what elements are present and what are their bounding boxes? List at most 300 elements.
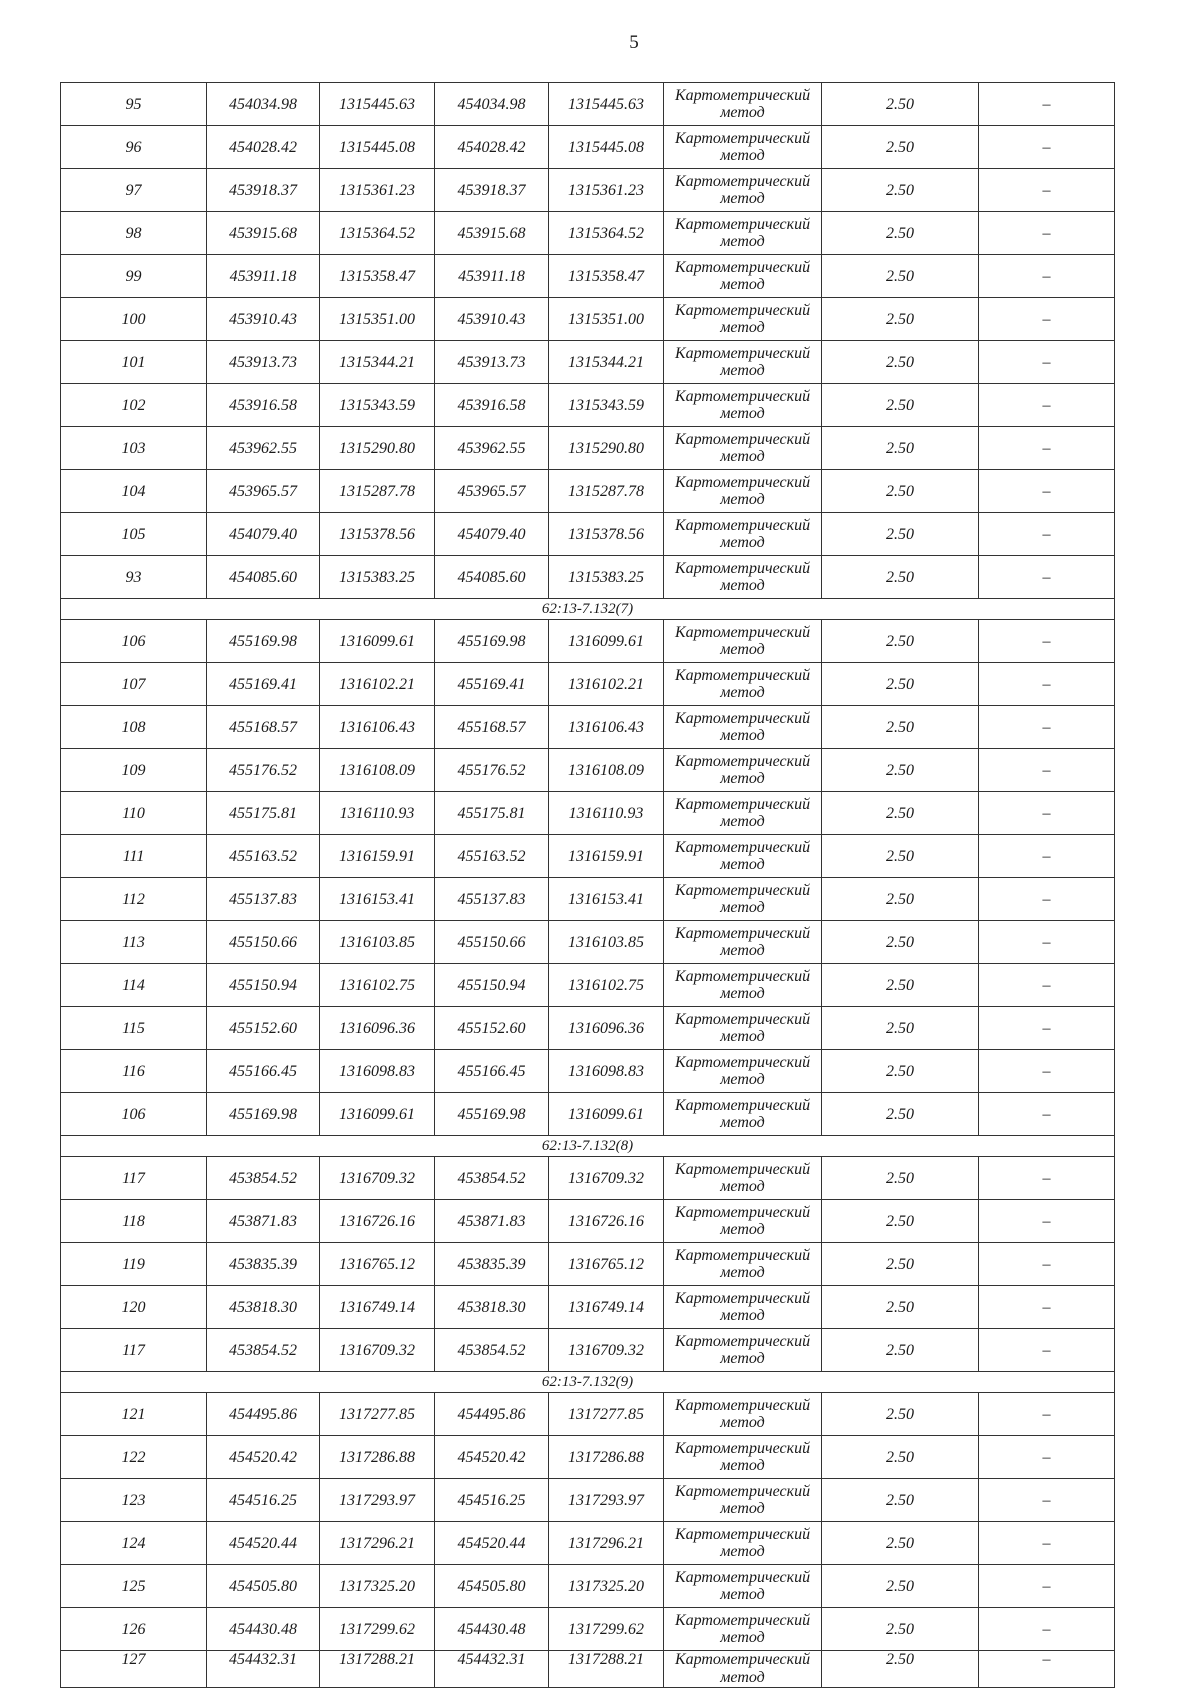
x-coordinate-new-cell: 454085.60	[435, 556, 549, 599]
table-row	[61, 1050, 1115, 1093]
point-number-cell: 105	[61, 513, 207, 556]
note-cell: –	[979, 706, 1115, 749]
accuracy-cell: 2.50	[822, 1522, 979, 1565]
y-coordinate-cell: 1317293.97	[320, 1479, 435, 1522]
y-coordinate-new-cell: 1315287.78	[549, 470, 664, 513]
x-coordinate-new-cell: 455175.81	[435, 792, 549, 835]
section-heading: 62:13-7.132(8)	[61, 1136, 1115, 1157]
note-cell: –	[979, 1200, 1115, 1243]
table-row	[61, 83, 1115, 126]
accuracy-cell: 2.50	[822, 1651, 979, 1688]
x-coordinate-cell: 455152.60	[207, 1007, 320, 1050]
table-row	[61, 1651, 1115, 1688]
section-heading: 62:13-7.132(7)	[61, 599, 1115, 620]
y-coordinate-cell: 1316098.83	[320, 1050, 435, 1093]
point-number-cell: 109	[61, 749, 207, 792]
x-coordinate-cell: 455150.66	[207, 921, 320, 964]
table-row	[61, 706, 1115, 749]
method-cell: Картометрический метод	[664, 83, 822, 126]
x-coordinate-new-cell: 453854.52	[435, 1329, 549, 1372]
point-number-cell: 106	[61, 1093, 207, 1136]
note-cell: –	[979, 1522, 1115, 1565]
note-cell: –	[979, 1093, 1115, 1136]
y-coordinate-cell: 1316099.61	[320, 1093, 435, 1136]
method-cell: Картометрический метод	[664, 749, 822, 792]
accuracy-cell: 2.50	[822, 620, 979, 663]
accuracy-cell: 2.50	[822, 298, 979, 341]
y-coordinate-cell: 1316096.36	[320, 1007, 435, 1050]
method-cell: Картометрический метод	[664, 212, 822, 255]
accuracy-cell: 2.50	[822, 384, 979, 427]
y-coordinate-new-cell: 1316096.36	[549, 1007, 664, 1050]
method-cell: Картометрический метод	[664, 427, 822, 470]
x-coordinate-cell: 454034.98	[207, 83, 320, 126]
x-coordinate-cell: 453962.55	[207, 427, 320, 470]
y-coordinate-new-cell: 1316726.16	[549, 1200, 664, 1243]
note-cell: –	[979, 792, 1115, 835]
method-cell: Картометрический метод	[664, 1565, 822, 1608]
x-coordinate-new-cell: 454028.42	[435, 126, 549, 169]
method-cell: Картометрический метод	[664, 1393, 822, 1436]
coordinates-table	[60, 82, 1115, 1688]
x-coordinate-cell: 455150.94	[207, 964, 320, 1007]
x-coordinate-new-cell: 453911.18	[435, 255, 549, 298]
x-coordinate-cell: 453835.39	[207, 1243, 320, 1286]
y-coordinate-cell: 1315290.80	[320, 427, 435, 470]
y-coordinate-new-cell: 1316765.12	[549, 1243, 664, 1286]
method-cell: Картометрический метод	[664, 255, 822, 298]
method-cell: Картометрический метод	[664, 298, 822, 341]
y-coordinate-cell: 1316726.16	[320, 1200, 435, 1243]
section-heading-row	[61, 599, 1115, 620]
table-row	[61, 212, 1115, 255]
table-row	[61, 620, 1115, 663]
note-cell: –	[979, 1286, 1115, 1329]
x-coordinate-new-cell: 453915.68	[435, 212, 549, 255]
y-coordinate-new-cell: 1316098.83	[549, 1050, 664, 1093]
table-row	[61, 470, 1115, 513]
table-row	[61, 878, 1115, 921]
y-coordinate-new-cell: 1316110.93	[549, 792, 664, 835]
table-row	[61, 384, 1115, 427]
y-coordinate-new-cell: 1315343.59	[549, 384, 664, 427]
x-coordinate-cell: 453913.73	[207, 341, 320, 384]
x-coordinate-new-cell: 454505.80	[435, 1565, 549, 1608]
accuracy-cell: 2.50	[822, 1565, 979, 1608]
table-body	[61, 83, 1115, 1688]
table-row	[61, 1200, 1115, 1243]
point-number-cell: 121	[61, 1393, 207, 1436]
method-cell: Картометрический метод	[664, 1093, 822, 1136]
y-coordinate-cell: 1316709.32	[320, 1329, 435, 1372]
method-cell: Картометрический метод	[664, 1479, 822, 1522]
accuracy-cell: 2.50	[822, 964, 979, 1007]
x-coordinate-new-cell: 453854.52	[435, 1157, 549, 1200]
x-coordinate-cell: 453965.57	[207, 470, 320, 513]
y-coordinate-new-cell: 1315445.08	[549, 126, 664, 169]
table-row	[61, 1436, 1115, 1479]
point-number-cell: 102	[61, 384, 207, 427]
x-coordinate-cell: 455175.81	[207, 792, 320, 835]
table-row	[61, 427, 1115, 470]
x-coordinate-cell: 453854.52	[207, 1329, 320, 1372]
y-coordinate-cell: 1316099.61	[320, 620, 435, 663]
y-coordinate-cell: 1315343.59	[320, 384, 435, 427]
note-cell: –	[979, 212, 1115, 255]
method-cell: Картометрический метод	[664, 556, 822, 599]
table-row	[61, 749, 1115, 792]
y-coordinate-new-cell: 1315290.80	[549, 427, 664, 470]
method-cell: Картометрический метод	[664, 620, 822, 663]
table-row	[61, 1093, 1115, 1136]
accuracy-cell: 2.50	[822, 663, 979, 706]
point-number-cell: 117	[61, 1157, 207, 1200]
y-coordinate-new-cell: 1315351.00	[549, 298, 664, 341]
y-coordinate-cell: 1316106.43	[320, 706, 435, 749]
x-coordinate-cell: 454430.48	[207, 1608, 320, 1651]
table-row	[61, 1522, 1115, 1565]
point-number-cell: 100	[61, 298, 207, 341]
x-coordinate-cell: 454432.31	[207, 1651, 320, 1688]
x-coordinate-new-cell: 453910.43	[435, 298, 549, 341]
accuracy-cell: 2.50	[822, 1436, 979, 1479]
x-coordinate-new-cell: 455163.52	[435, 835, 549, 878]
point-number-cell: 116	[61, 1050, 207, 1093]
point-number-cell: 101	[61, 341, 207, 384]
x-coordinate-new-cell: 454516.25	[435, 1479, 549, 1522]
x-coordinate-new-cell: 455169.98	[435, 620, 549, 663]
point-number-cell: 106	[61, 620, 207, 663]
x-coordinate-cell: 453918.37	[207, 169, 320, 212]
x-coordinate-cell: 455169.41	[207, 663, 320, 706]
point-number-cell: 115	[61, 1007, 207, 1050]
y-coordinate-cell: 1317299.62	[320, 1608, 435, 1651]
table-row	[61, 1393, 1115, 1436]
x-coordinate-new-cell: 453871.83	[435, 1200, 549, 1243]
y-coordinate-new-cell: 1316108.09	[549, 749, 664, 792]
y-coordinate-cell: 1316108.09	[320, 749, 435, 792]
point-number-cell: 110	[61, 792, 207, 835]
note-cell: –	[979, 169, 1115, 212]
table-row	[61, 255, 1115, 298]
point-number-cell: 117	[61, 1329, 207, 1372]
y-coordinate-cell: 1316765.12	[320, 1243, 435, 1286]
y-coordinate-new-cell: 1315378.56	[549, 513, 664, 556]
x-coordinate-cell: 453818.30	[207, 1286, 320, 1329]
point-number-cell: 111	[61, 835, 207, 878]
accuracy-cell: 2.50	[822, 212, 979, 255]
x-coordinate-cell: 455169.98	[207, 620, 320, 663]
point-number-cell: 113	[61, 921, 207, 964]
point-number-cell: 96	[61, 126, 207, 169]
method-cell: Картометрический метод	[664, 1651, 822, 1688]
table-row	[61, 1243, 1115, 1286]
y-coordinate-new-cell: 1317277.85	[549, 1393, 664, 1436]
table-row	[61, 921, 1115, 964]
point-number-cell: 93	[61, 556, 207, 599]
y-coordinate-new-cell: 1316159.91	[549, 835, 664, 878]
y-coordinate-cell: 1315364.52	[320, 212, 435, 255]
table-row	[61, 835, 1115, 878]
y-coordinate-new-cell: 1316099.61	[549, 620, 664, 663]
note-cell: –	[979, 663, 1115, 706]
method-cell: Картометрический метод	[664, 835, 822, 878]
table-row	[61, 513, 1115, 556]
y-coordinate-cell: 1316110.93	[320, 792, 435, 835]
y-coordinate-new-cell: 1317286.88	[549, 1436, 664, 1479]
x-coordinate-cell: 453916.58	[207, 384, 320, 427]
accuracy-cell: 2.50	[822, 169, 979, 212]
note-cell: –	[979, 1243, 1115, 1286]
note-cell: –	[979, 341, 1115, 384]
x-coordinate-cell: 453910.43	[207, 298, 320, 341]
x-coordinate-new-cell: 455168.57	[435, 706, 549, 749]
note-cell: –	[979, 1157, 1115, 1200]
accuracy-cell: 2.50	[822, 835, 979, 878]
x-coordinate-new-cell: 453965.57	[435, 470, 549, 513]
point-number-cell: 95	[61, 83, 207, 126]
y-coordinate-new-cell: 1315445.63	[549, 83, 664, 126]
x-coordinate-new-cell: 455137.83	[435, 878, 549, 921]
y-coordinate-new-cell: 1316709.32	[549, 1329, 664, 1372]
x-coordinate-new-cell: 455169.98	[435, 1093, 549, 1136]
x-coordinate-new-cell: 454034.98	[435, 83, 549, 126]
page-number: 5	[629, 32, 639, 53]
y-coordinate-cell: 1315344.21	[320, 341, 435, 384]
x-coordinate-cell: 454520.44	[207, 1522, 320, 1565]
y-coordinate-new-cell: 1316102.75	[549, 964, 664, 1007]
method-cell: Картометрический метод	[664, 169, 822, 212]
accuracy-cell: 2.50	[822, 427, 979, 470]
x-coordinate-new-cell: 453916.58	[435, 384, 549, 427]
point-number-cell: 126	[61, 1608, 207, 1651]
accuracy-cell: 2.50	[822, 706, 979, 749]
y-coordinate-cell: 1317286.88	[320, 1436, 435, 1479]
accuracy-cell: 2.50	[822, 1286, 979, 1329]
method-cell: Картометрический метод	[664, 384, 822, 427]
x-coordinate-cell: 455168.57	[207, 706, 320, 749]
accuracy-cell: 2.50	[822, 1479, 979, 1522]
accuracy-cell: 2.50	[822, 1050, 979, 1093]
y-coordinate-cell: 1315358.47	[320, 255, 435, 298]
method-cell: Картометрический метод	[664, 964, 822, 1007]
point-number-cell: 119	[61, 1243, 207, 1286]
x-coordinate-cell: 453911.18	[207, 255, 320, 298]
y-coordinate-cell: 1315378.56	[320, 513, 435, 556]
method-cell: Картометрический метод	[664, 878, 822, 921]
method-cell: Картометрический метод	[664, 513, 822, 556]
x-coordinate-new-cell: 454520.44	[435, 1522, 549, 1565]
x-coordinate-new-cell: 454079.40	[435, 513, 549, 556]
accuracy-cell: 2.50	[822, 470, 979, 513]
accuracy-cell: 2.50	[822, 921, 979, 964]
x-coordinate-new-cell: 454520.42	[435, 1436, 549, 1479]
x-coordinate-cell: 454520.42	[207, 1436, 320, 1479]
x-coordinate-cell: 454505.80	[207, 1565, 320, 1608]
note-cell: –	[979, 1479, 1115, 1522]
note-cell: –	[979, 878, 1115, 921]
method-cell: Картометрический метод	[664, 126, 822, 169]
x-coordinate-new-cell: 453918.37	[435, 169, 549, 212]
x-coordinate-cell: 453871.83	[207, 1200, 320, 1243]
point-number-cell: 124	[61, 1522, 207, 1565]
x-coordinate-cell: 453915.68	[207, 212, 320, 255]
x-coordinate-new-cell: 453835.39	[435, 1243, 549, 1286]
section-heading-row	[61, 1136, 1115, 1157]
point-number-cell: 120	[61, 1286, 207, 1329]
y-coordinate-new-cell: 1317296.21	[549, 1522, 664, 1565]
x-coordinate-cell: 453854.52	[207, 1157, 320, 1200]
x-coordinate-new-cell: 453818.30	[435, 1286, 549, 1329]
x-coordinate-new-cell: 455176.52	[435, 749, 549, 792]
x-coordinate-cell: 455169.98	[207, 1093, 320, 1136]
table-row	[61, 1286, 1115, 1329]
x-coordinate-new-cell: 454432.31	[435, 1651, 549, 1688]
y-coordinate-cell: 1317325.20	[320, 1565, 435, 1608]
accuracy-cell: 2.50	[822, 1093, 979, 1136]
y-coordinate-cell: 1316709.32	[320, 1157, 435, 1200]
y-coordinate-new-cell: 1316153.41	[549, 878, 664, 921]
point-number-cell: 104	[61, 470, 207, 513]
point-number-cell: 108	[61, 706, 207, 749]
y-coordinate-new-cell: 1315358.47	[549, 255, 664, 298]
y-coordinate-cell: 1317296.21	[320, 1522, 435, 1565]
method-cell: Картометрический метод	[664, 1243, 822, 1286]
note-cell: –	[979, 513, 1115, 556]
note-cell: –	[979, 126, 1115, 169]
note-cell: –	[979, 1329, 1115, 1372]
x-coordinate-new-cell: 453913.73	[435, 341, 549, 384]
point-number-cell: 118	[61, 1200, 207, 1243]
y-coordinate-new-cell: 1316709.32	[549, 1157, 664, 1200]
point-number-cell: 103	[61, 427, 207, 470]
accuracy-cell: 2.50	[822, 1608, 979, 1651]
x-coordinate-cell: 454495.86	[207, 1393, 320, 1436]
table-row	[61, 556, 1115, 599]
method-cell: Картометрический метод	[664, 1286, 822, 1329]
note-cell: –	[979, 1050, 1115, 1093]
method-cell: Картометрический метод	[664, 1200, 822, 1243]
point-number-cell: 127	[61, 1651, 207, 1688]
method-cell: Картометрический метод	[664, 1157, 822, 1200]
y-coordinate-cell: 1316749.14	[320, 1286, 435, 1329]
x-coordinate-new-cell: 455150.94	[435, 964, 549, 1007]
y-coordinate-cell: 1315287.78	[320, 470, 435, 513]
table-row	[61, 1479, 1115, 1522]
y-coordinate-cell: 1317288.21	[320, 1651, 435, 1688]
y-coordinate-new-cell: 1317325.20	[549, 1565, 664, 1608]
y-coordinate-new-cell: 1315361.23	[549, 169, 664, 212]
x-coordinate-cell: 455163.52	[207, 835, 320, 878]
note-cell: –	[979, 1007, 1115, 1050]
accuracy-cell: 2.50	[822, 1243, 979, 1286]
method-cell: Картометрический метод	[664, 792, 822, 835]
method-cell: Картометрический метод	[664, 1329, 822, 1372]
note-cell: –	[979, 470, 1115, 513]
y-coordinate-new-cell: 1315344.21	[549, 341, 664, 384]
y-coordinate-new-cell: 1316749.14	[549, 1286, 664, 1329]
point-number-cell: 122	[61, 1436, 207, 1479]
note-cell: –	[979, 83, 1115, 126]
section-heading-row	[61, 1372, 1115, 1393]
note-cell: –	[979, 921, 1115, 964]
x-coordinate-new-cell: 453962.55	[435, 427, 549, 470]
accuracy-cell: 2.50	[822, 341, 979, 384]
x-coordinate-cell: 455137.83	[207, 878, 320, 921]
method-cell: Картометрический метод	[664, 706, 822, 749]
method-cell: Картометрический метод	[664, 1608, 822, 1651]
y-coordinate-new-cell: 1317288.21	[549, 1651, 664, 1688]
point-number-cell: 97	[61, 169, 207, 212]
y-coordinate-new-cell: 1316099.61	[549, 1093, 664, 1136]
accuracy-cell: 2.50	[822, 1007, 979, 1050]
table-row	[61, 792, 1115, 835]
y-coordinate-new-cell: 1316106.43	[549, 706, 664, 749]
accuracy-cell: 2.50	[822, 1393, 979, 1436]
accuracy-cell: 2.50	[822, 1329, 979, 1372]
note-cell: –	[979, 298, 1115, 341]
y-coordinate-cell: 1316102.21	[320, 663, 435, 706]
point-number-cell: 98	[61, 212, 207, 255]
accuracy-cell: 2.50	[822, 83, 979, 126]
y-coordinate-new-cell: 1316103.85	[549, 921, 664, 964]
note-cell: –	[979, 427, 1115, 470]
y-coordinate-new-cell: 1315364.52	[549, 212, 664, 255]
x-coordinate-new-cell: 455150.66	[435, 921, 549, 964]
note-cell: –	[979, 749, 1115, 792]
note-cell: –	[979, 384, 1115, 427]
method-cell: Картометрический метод	[664, 1050, 822, 1093]
y-coordinate-new-cell: 1315383.25	[549, 556, 664, 599]
x-coordinate-new-cell: 454430.48	[435, 1608, 549, 1651]
accuracy-cell: 2.50	[822, 255, 979, 298]
note-cell: –	[979, 556, 1115, 599]
note-cell: –	[979, 1393, 1115, 1436]
y-coordinate-cell: 1316159.91	[320, 835, 435, 878]
x-coordinate-cell: 454085.60	[207, 556, 320, 599]
x-coordinate-new-cell: 455152.60	[435, 1007, 549, 1050]
y-coordinate-cell: 1315361.23	[320, 169, 435, 212]
method-cell: Картометрический метод	[664, 1522, 822, 1565]
y-coordinate-cell: 1315445.63	[320, 83, 435, 126]
method-cell: Картометрический метод	[664, 663, 822, 706]
point-number-cell: 114	[61, 964, 207, 1007]
note-cell: –	[979, 1651, 1115, 1688]
method-cell: Картометрический метод	[664, 1436, 822, 1479]
x-coordinate-new-cell: 454495.86	[435, 1393, 549, 1436]
table-row	[61, 1565, 1115, 1608]
accuracy-cell: 2.50	[822, 513, 979, 556]
table-row	[61, 1157, 1115, 1200]
y-coordinate-cell: 1316102.75	[320, 964, 435, 1007]
note-cell: –	[979, 620, 1115, 663]
table-row	[61, 341, 1115, 384]
table-row	[61, 1329, 1115, 1372]
table-row	[61, 1608, 1115, 1651]
y-coordinate-cell: 1315445.08	[320, 126, 435, 169]
y-coordinate-new-cell: 1317293.97	[549, 1479, 664, 1522]
y-coordinate-cell: 1316103.85	[320, 921, 435, 964]
point-number-cell: 112	[61, 878, 207, 921]
y-coordinate-cell: 1316153.41	[320, 878, 435, 921]
accuracy-cell: 2.50	[822, 1157, 979, 1200]
x-coordinate-new-cell: 455166.45	[435, 1050, 549, 1093]
note-cell: –	[979, 255, 1115, 298]
method-cell: Картометрический метод	[664, 1007, 822, 1050]
point-number-cell: 99	[61, 255, 207, 298]
note-cell: –	[979, 1608, 1115, 1651]
x-coordinate-cell: 454516.25	[207, 1479, 320, 1522]
